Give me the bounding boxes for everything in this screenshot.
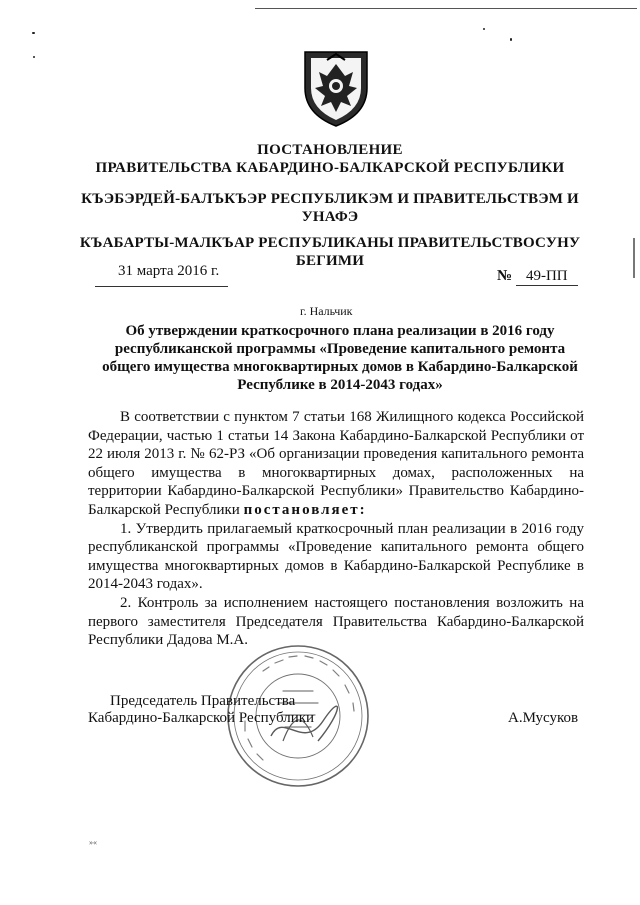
coat-of-arms-emblem <box>297 46 375 128</box>
date-underline <box>95 286 228 287</box>
balkar-title: КЪАБАРТЫ-МАЛКЪАР РЕСПУБЛИКАНЫ ПРАВИТЕЛЬСТВОСУНУ БЕГИМИ <box>79 235 581 269</box>
scan-mark: »« <box>89 838 97 847</box>
item-2-paragraph: 2. Контроль за исполнением настоящего постановления возложить на первого заместителя Председателя Правительства Кабардино-Балкарской Республики Дадова М.А. <box>88 594 584 649</box>
signatory-name: А.Мусуков <box>508 710 579 726</box>
document-subject: Об утверждении краткосрочного плана реализации в 2016 году республиканской программы «Проведение капитального ремонта общего имущества многоквартирных домов в Кабардино-Балкарской Республике в 2014-2043 годах» <box>102 323 578 393</box>
document-title: ПОСТАНОВЛЕНИЕ ПРАВИТЕЛЬСТВА КАБАРДИНО-БАЛКАРСКОЙ РЕСПУБЛИКИ <box>95 142 565 176</box>
signatory-title-line1: Председатель Правительства <box>110 693 296 709</box>
scan-edge-mark <box>633 238 635 278</box>
document-number <box>497 268 578 286</box>
number-value: 49-ПП <box>516 268 578 286</box>
document-city: г. Нальчик <box>300 304 353 318</box>
preamble-paragraph: В соответствии с пунктом 7 статьи 168 Жилищного кодекса Российской Федерации, частью 1 статьи 14 Закона Кабардино-Балкарской Республики от 22 июля 2013 г. № 62-РЗ «Об организации проведения капитального ремонта общего имущества в многоквартирных домах, расположенных на территории Кабардино-Балкарской Республики» Правительство Кабардино-Балкарской Республики постановляет: <box>88 409 584 518</box>
document-date: 31 марта 2016 г. <box>118 263 220 279</box>
scan-speck <box>33 56 35 58</box>
scan-speck <box>483 28 485 30</box>
signatory-title-line2: Кабардино-Балкарской Республики <box>88 710 315 726</box>
scan-speck <box>32 32 35 34</box>
item-1-paragraph: 1. Утвердить прилагаемый краткосрочный план реализации в 2016 году республиканской программы «Проведение капитального ремонта общего имущества многоквартирных домов в Кабардино-Балкарской Республике в 2014-2043 годах». <box>88 520 584 593</box>
scan-top-edge <box>255 8 637 9</box>
decree-word: постановляет: <box>243 501 367 518</box>
scan-speck <box>510 38 512 41</box>
number-sign: № <box>497 268 513 284</box>
document-body <box>88 408 584 650</box>
kabardian-title: КЪЭБЭРДЕЙ-БАЛЪКЪЭР РЕСПУБЛИКЭМ И ПРАВИТЕЛЬСТВЭМ И УНАФЭ <box>81 191 579 225</box>
